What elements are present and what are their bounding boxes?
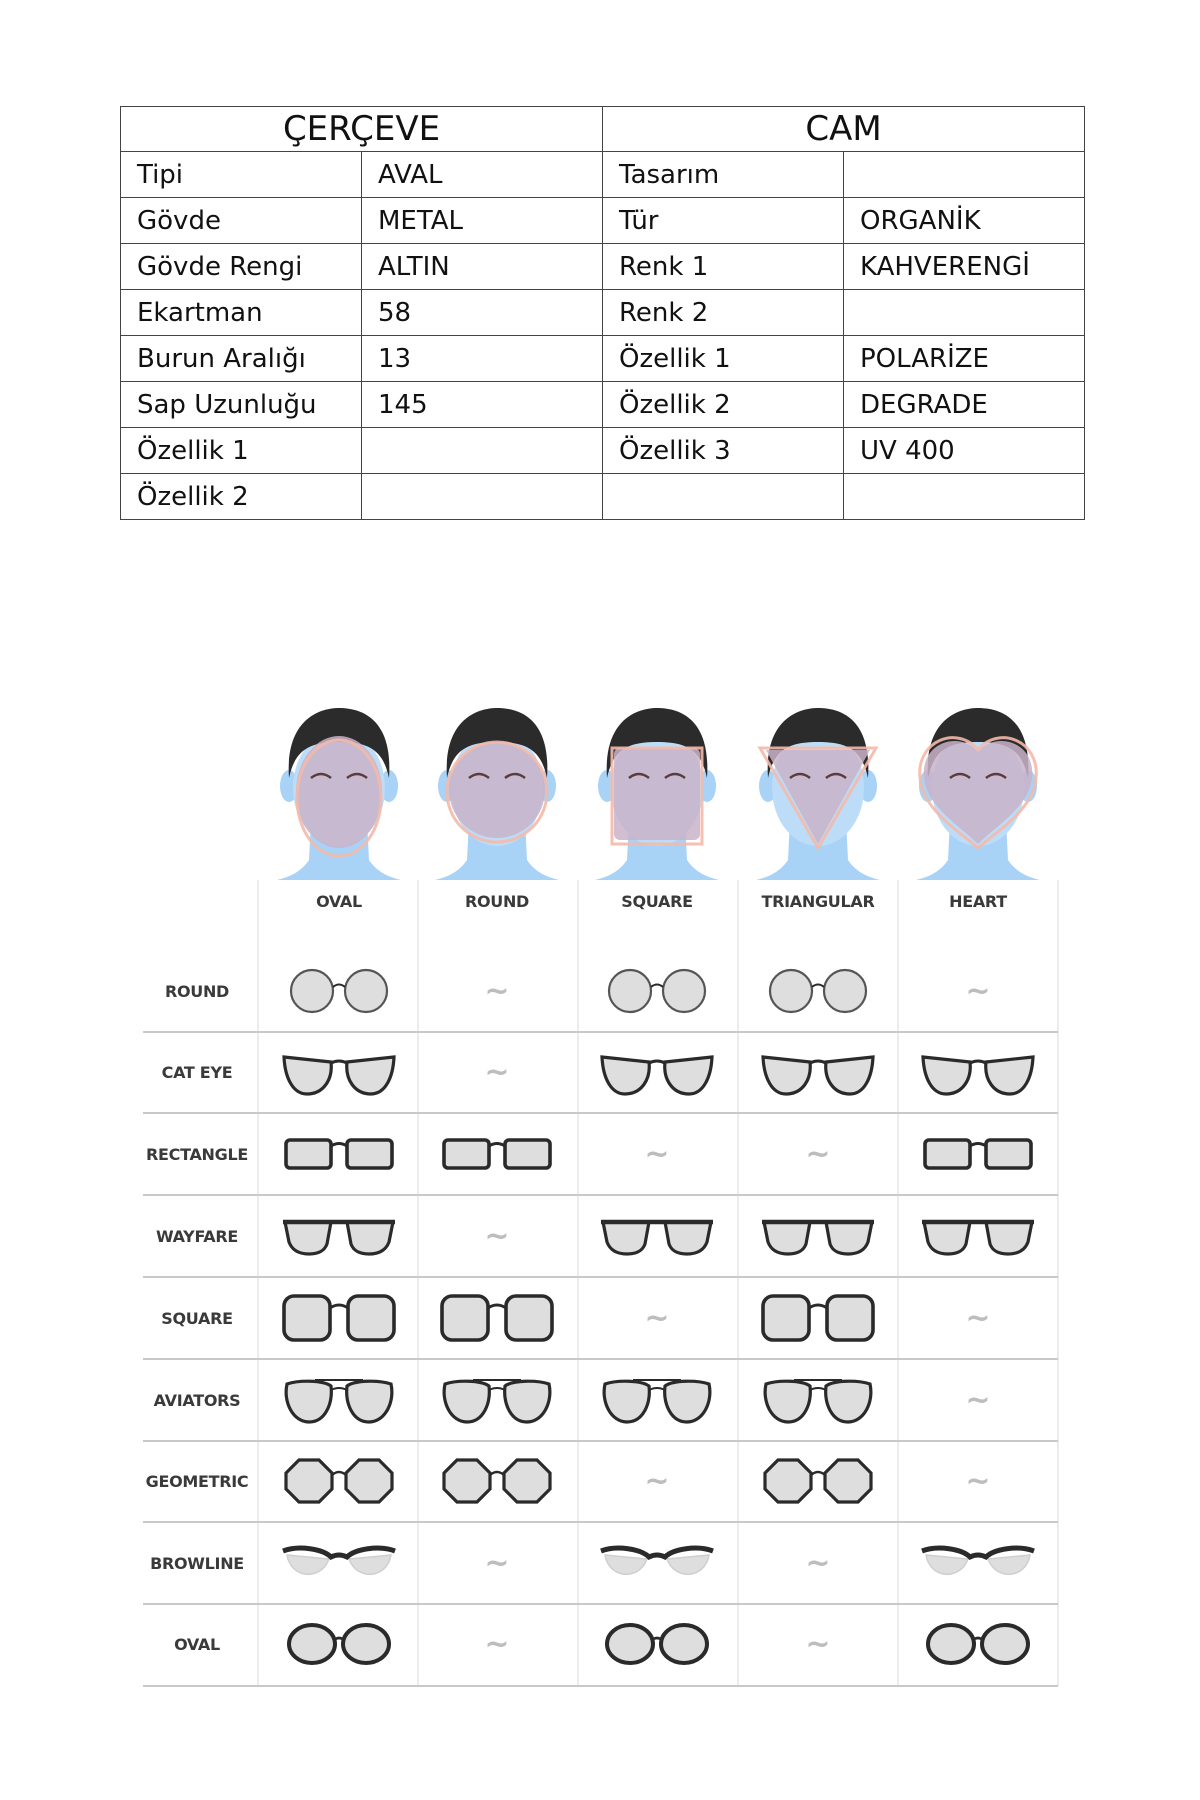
lens-shape <box>665 1381 710 1422</box>
lens-value-cell <box>844 290 1085 336</box>
frame-label-cell: Sap Uzunluğu <box>121 382 362 428</box>
face-round <box>435 708 559 911</box>
glasses-aviator-icon <box>765 1380 871 1422</box>
lens-label-cell: Özellik 1 <box>603 336 844 382</box>
glasses-geometric-icon <box>444 1460 550 1502</box>
spec-table-body <box>121 107 1085 520</box>
frame-label-cell: Özellik 1 <box>121 428 362 474</box>
lens-shape <box>609 970 651 1012</box>
frame-style-label: BROWLINE <box>150 1554 244 1573</box>
lens-shape <box>928 1625 974 1663</box>
glasses-cateye-icon <box>923 1057 1033 1094</box>
face-shape-overlay <box>614 748 700 840</box>
glasses-round-icon <box>609 970 705 1012</box>
frame-style-row <box>150 1546 1034 1581</box>
lens-shape <box>925 1140 970 1168</box>
spec-row <box>121 290 1085 336</box>
lens-label-cell: Renk 2 <box>603 290 844 336</box>
no-fit-icon: ~ <box>965 974 991 1009</box>
lens-shape <box>347 1140 392 1168</box>
lens-label-cell: Renk 1 <box>603 244 844 290</box>
lens-value-cell: KAHVERENGİ <box>844 244 1085 290</box>
lens-shape <box>604 1381 649 1422</box>
lens-label-cell <box>603 474 844 520</box>
lens-shape <box>826 1381 871 1422</box>
lens-shape <box>988 1555 1030 1574</box>
face-shape-overlay <box>924 741 1033 844</box>
lens-value-cell: ORGANİK <box>844 198 1085 244</box>
frame-value-cell: AVAL <box>362 152 603 198</box>
glasses-cateye-icon <box>284 1057 394 1094</box>
lens-shape <box>505 1381 550 1422</box>
frame-style-label: OVAL <box>174 1635 220 1654</box>
lens-value-cell: DEGRADE <box>844 382 1085 428</box>
lens-value-cell <box>844 152 1085 198</box>
no-fit-icon: ~ <box>484 1055 510 1090</box>
frame-style-label: CAT EYE <box>161 1063 233 1082</box>
lens-shape <box>824 970 866 1012</box>
frame-part <box>331 1388 347 1390</box>
glasses-square-icon <box>442 1296 552 1340</box>
frame-part <box>810 1061 826 1063</box>
lens-shape <box>286 1460 332 1502</box>
no-fit-icon: ~ <box>805 1137 831 1172</box>
lens-shape <box>284 1057 331 1094</box>
face-shape-chart <box>0 680 1200 1710</box>
glasses-round-icon <box>770 970 866 1012</box>
glasses-cateye-icon <box>763 1057 873 1094</box>
lens-shape <box>291 970 333 1012</box>
lens-shape <box>287 1555 329 1574</box>
lens-shape <box>603 1222 649 1254</box>
frame-part <box>490 1472 504 1475</box>
frame-part <box>812 985 824 988</box>
lens-shape <box>827 1296 873 1340</box>
spec-row <box>121 152 1085 198</box>
no-fit-icon: ~ <box>484 1219 510 1254</box>
lens-shape <box>665 1057 712 1094</box>
lens-shape <box>826 1222 872 1254</box>
glasses-wayfare-icon <box>922 1222 1034 1254</box>
glasses-square-icon <box>284 1296 394 1340</box>
frame-part <box>809 1305 827 1308</box>
lens-shape <box>285 1222 331 1254</box>
frame-part <box>970 1144 986 1147</box>
glasses-oval-icon <box>607 1625 707 1663</box>
frame-part <box>332 1472 346 1475</box>
lens-shape <box>345 970 387 1012</box>
lens-shape <box>444 1381 489 1422</box>
glasses-wayfare-icon <box>762 1222 874 1254</box>
lens-shape <box>348 1296 394 1340</box>
spec-header-row <box>121 107 1085 152</box>
face-shape-label: SQUARE <box>621 892 693 911</box>
frame-style-label: RECTANGLE <box>146 1145 248 1164</box>
face-heart <box>916 708 1040 911</box>
no-fit-icon: ~ <box>484 1546 510 1581</box>
lens-shape <box>286 1381 331 1422</box>
lens-shape <box>665 1222 711 1254</box>
lens-value-cell <box>844 474 1085 520</box>
frame-part <box>970 1061 986 1063</box>
face-shape-label: ROUND <box>464 892 530 911</box>
lens-shape <box>982 1625 1028 1663</box>
glasses-round-icon <box>291 970 387 1012</box>
frame-part <box>333 985 345 988</box>
glasses-browline-icon <box>922 1548 1034 1574</box>
frame-part <box>330 1305 348 1308</box>
spec-row <box>121 244 1085 290</box>
frame-value-cell: 13 <box>362 336 603 382</box>
lens-header: CAM <box>603 107 1085 152</box>
face-shape-label: TRIANGULAR <box>761 892 875 911</box>
lens-label-cell: Tür <box>603 198 844 244</box>
lens-label-cell: Tasarım <box>603 152 844 198</box>
lens-shape <box>763 1057 810 1094</box>
glasses-geometric-icon <box>765 1460 871 1502</box>
lens-shape <box>444 1140 489 1168</box>
frame-part <box>488 1305 506 1308</box>
face-shape-label: OVAL <box>316 892 362 911</box>
face-shape-overlay <box>296 736 382 848</box>
lens-shape <box>286 1140 331 1168</box>
frame-style-row <box>154 1380 991 1422</box>
no-fit-icon: ~ <box>805 1627 831 1662</box>
frame-label-cell: Ekartman <box>121 290 362 336</box>
glasses-aviator-icon <box>604 1380 710 1422</box>
lens-shape <box>667 1555 709 1574</box>
no-fit-icon: ~ <box>644 1464 670 1499</box>
frame-value-cell: METAL <box>362 198 603 244</box>
lens-value-cell: UV 400 <box>844 428 1085 474</box>
lens-label-cell: Özellik 2 <box>603 382 844 428</box>
lens-shape <box>986 1057 1033 1094</box>
spec-row <box>121 198 1085 244</box>
glasses-oval-icon <box>289 1625 389 1663</box>
lens-shape <box>826 1057 873 1094</box>
frame-style-label: WAYFARE <box>156 1227 238 1246</box>
lens-shape <box>506 1296 552 1340</box>
lens-shape <box>347 1381 392 1422</box>
lens-shape <box>605 1555 647 1574</box>
lens-shape <box>602 1057 649 1094</box>
lens-shape <box>770 970 812 1012</box>
frame-part <box>489 1144 505 1147</box>
lens-shape <box>347 1222 393 1254</box>
lens-shape <box>504 1460 550 1502</box>
frame-part <box>489 1388 505 1390</box>
no-fit-icon: ~ <box>805 1546 831 1581</box>
frame-label-cell: Gövde <box>121 198 362 244</box>
lens-shape <box>924 1222 970 1254</box>
glasses-wayfare-icon <box>601 1222 713 1254</box>
lens-shape <box>663 970 705 1012</box>
lens-shape <box>923 1057 970 1094</box>
frame-label-cell: Gövde Rengi <box>121 244 362 290</box>
lens-shape <box>765 1460 811 1502</box>
frame-part <box>331 1061 347 1063</box>
frame-part <box>811 1472 825 1475</box>
lens-shape <box>607 1625 653 1663</box>
spec-row <box>121 382 1085 428</box>
no-fit-icon: ~ <box>965 1464 991 1499</box>
frame-header: ÇERÇEVE <box>121 107 603 152</box>
face-oval <box>277 708 401 911</box>
lens-shape <box>289 1625 335 1663</box>
lens-label-cell: Özellik 3 <box>603 428 844 474</box>
frame-label-cell: Özellik 2 <box>121 474 362 520</box>
spec-row <box>121 474 1085 520</box>
lens-shape <box>442 1296 488 1340</box>
lens-shape <box>505 1140 550 1168</box>
frame-part <box>652 1638 662 1640</box>
glasses-browline-icon <box>283 1548 395 1574</box>
frame-style-row <box>162 1055 1033 1094</box>
frame-style-label: GEOMETRIC <box>145 1472 249 1491</box>
lens-shape <box>343 1625 389 1663</box>
lens-shape <box>349 1555 391 1574</box>
frame-style-label: SQUARE <box>161 1309 233 1328</box>
glasses-aviator-icon <box>286 1380 392 1422</box>
frame-part <box>331 1144 347 1147</box>
glasses-browline-icon <box>601 1548 713 1574</box>
no-fit-icon: ~ <box>484 1627 510 1662</box>
frame-style-label: AVIATORS <box>153 1391 241 1410</box>
glasses-cateye-icon <box>602 1057 712 1094</box>
frame-part <box>649 1061 665 1063</box>
frame-value-cell <box>362 428 603 474</box>
spec-row <box>121 428 1085 474</box>
glasses-wayfare-icon <box>283 1222 395 1254</box>
frame-value-cell: 145 <box>362 382 603 428</box>
lens-shape <box>926 1555 968 1574</box>
glasses-aviator-icon <box>444 1380 550 1422</box>
frame-style-row <box>161 1296 990 1340</box>
glasses-rectangle-icon <box>444 1140 550 1168</box>
glasses-rectangle-icon <box>286 1140 392 1168</box>
spec-row <box>121 336 1085 382</box>
frame-style-row <box>174 1625 1028 1663</box>
frame-part <box>651 985 663 988</box>
glasses-oval-icon <box>928 1625 1028 1663</box>
no-fit-icon: ~ <box>644 1137 670 1172</box>
frame-part <box>649 1388 665 1390</box>
lens-shape <box>347 1057 394 1094</box>
glasses-rectangle-icon <box>925 1140 1031 1168</box>
frame-value-cell <box>362 474 603 520</box>
glasses-square-icon <box>763 1296 873 1340</box>
lens-shape <box>986 1222 1032 1254</box>
lens-shape <box>986 1140 1031 1168</box>
frame-value-cell: 58 <box>362 290 603 336</box>
lens-shape <box>763 1296 809 1340</box>
face-triangular <box>756 708 880 911</box>
lens-shape <box>444 1460 490 1502</box>
frame-label-cell: Tipi <box>121 152 362 198</box>
no-fit-icon: ~ <box>965 1383 991 1418</box>
no-fit-icon: ~ <box>644 1301 670 1336</box>
lens-shape <box>764 1222 810 1254</box>
lens-shape <box>765 1381 810 1422</box>
frame-value-cell: ALTIN <box>362 244 603 290</box>
face-shape-label: HEART <box>949 892 1007 911</box>
lens-shape <box>284 1296 330 1340</box>
no-fit-icon: ~ <box>965 1301 991 1336</box>
frame-part <box>810 1388 826 1390</box>
no-fit-icon: ~ <box>484 974 510 1009</box>
frame-style-row <box>156 1219 1034 1254</box>
frame-label-cell: Burun Aralığı <box>121 336 362 382</box>
frame-part <box>973 1638 983 1640</box>
lens-shape <box>825 1460 871 1502</box>
frame-style-row <box>146 1460 991 1502</box>
lens-value-cell: POLARİZE <box>844 336 1085 382</box>
glasses-geometric-icon <box>286 1460 392 1502</box>
face-square <box>595 708 719 911</box>
lens-shape <box>346 1460 392 1502</box>
frame-style-label: ROUND <box>164 982 230 1001</box>
frame-part <box>334 1638 344 1640</box>
lens-shape <box>661 1625 707 1663</box>
spec-table <box>120 106 1085 520</box>
